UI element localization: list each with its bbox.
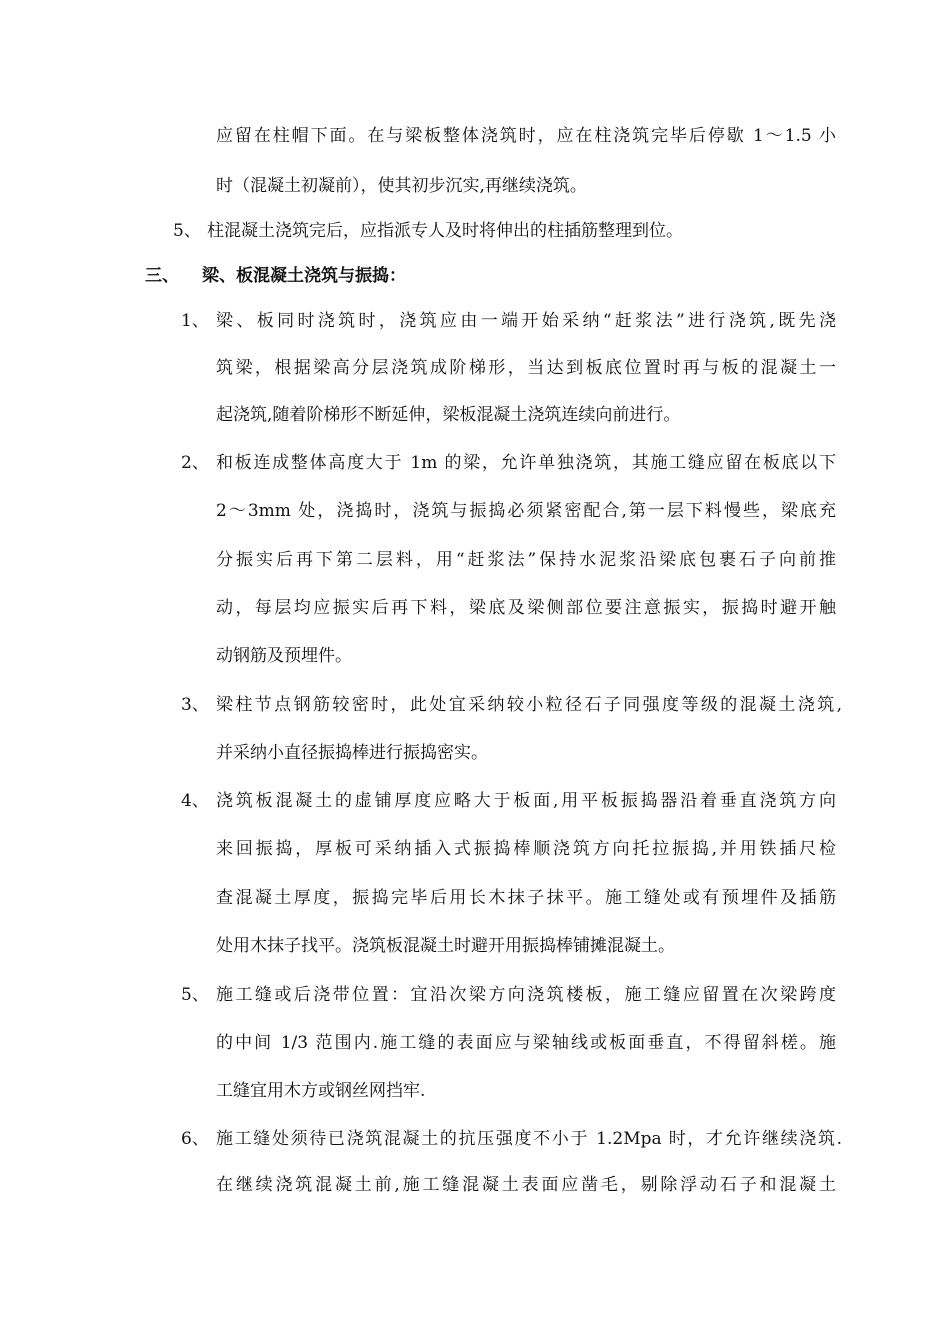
paragraph-line: 应留在柱帽下面。在与梁板整体浇筑时，应在柱浇筑完毕后停歇 1～1.5 小 xyxy=(216,126,836,146)
paragraph-line: 动钢筋及预埋件。 xyxy=(216,646,352,666)
list-number: 5、 xyxy=(173,221,201,241)
paragraph-line: 起浇筑,随着阶梯形不断延伸，梁板混凝土浇筑连续向前进行。 xyxy=(216,405,681,425)
paragraph-line: 和板连成整体高度大于 1m 的梁，允许单独浇筑，其施工缝应留在板底以下 xyxy=(216,453,836,473)
paragraph-line: 分振实后再下第二层料，用“赶浆法”保持水泥浆沿梁底包裹石子向前推 xyxy=(216,550,836,570)
list-number: 3、 xyxy=(181,695,209,715)
paragraph-line: 查混凝土厚度，振捣完毕后用长木抹子抹平。施工缝处或有预埋件及插筋 xyxy=(216,888,836,908)
paragraph-line: 时（混凝土初凝前），使其初步沉实,再继续浇筑。 xyxy=(216,176,587,196)
paragraph-line: 浇筑板混凝土的虚铺厚度应略大于板面,用平板振捣器沿着垂直浇筑方向 xyxy=(216,791,836,811)
paragraph-line: 处用木抹子找平。浇筑板混凝土时避开用振捣棒铺摊混凝土。 xyxy=(216,936,675,956)
paragraph-line: 施工缝或后浇带位置：宜沿次梁方向浇筑楼板，施工缝应留置在次梁跨度 xyxy=(216,985,836,1005)
list-number: 6、 xyxy=(181,1129,209,1149)
paragraph-line: 并采纳小直径振捣棒进行振捣密实。 xyxy=(216,743,488,763)
paragraph-line: 2～3mm 处，浇捣时，浇筑与振捣必须紧密配合,第一层下料慢些，梁底充 xyxy=(216,501,836,521)
paragraph-line: 柱混凝土浇筑完后，应指派专人及时将伸出的柱插筋整理到位。 xyxy=(207,221,683,241)
list-number: 4、 xyxy=(181,791,209,811)
paragraph-line: 筑梁，根据梁高分层浇筑成阶梯形，当达到板底位置时再与板的混凝土一 xyxy=(216,358,836,378)
paragraph-line: 梁、板同时浇筑时，浇筑应由一端开始采纳“赶浆法”进行浇筑,既先浇 xyxy=(216,311,836,331)
paragraph-line: 梁柱节点钢筋较密时，此处宜采纳较小粒径石子同强度等级的混凝土浇筑, xyxy=(216,695,842,715)
paragraph-line: 的中间 1/3 范围内.施工缝的表面应与梁轴线或板面垂直，不得留斜槎。施 xyxy=(216,1033,836,1053)
paragraph-line: 在继续浇筑混凝土前,施工缝混凝土表面应凿毛，剔除浮动石子和混凝土 xyxy=(216,1175,836,1195)
paragraph-line: 工缝宜用木方或钢丝网挡牢. xyxy=(216,1081,426,1101)
section-number: 三、 xyxy=(145,266,179,286)
paragraph-line: 来回振捣，厚板可采纳插入式振捣棒顺浇筑方向托拉振捣,并用铁插尺检 xyxy=(216,839,836,859)
list-number: 5、 xyxy=(181,985,209,1005)
section-heading: 梁、板混凝土浇筑与振捣： xyxy=(202,266,406,286)
list-number: 2、 xyxy=(181,453,209,473)
list-number: 1、 xyxy=(181,311,209,331)
paragraph-line: 动，每层均应振实后再下料，梁底及梁侧部位要注意振实，振捣时避开触 xyxy=(216,598,836,618)
paragraph-line: 施工缝处须待已浇筑混凝土的抗压强度不小于 1.2Mpa 时，才允许继续浇筑. xyxy=(216,1129,842,1149)
